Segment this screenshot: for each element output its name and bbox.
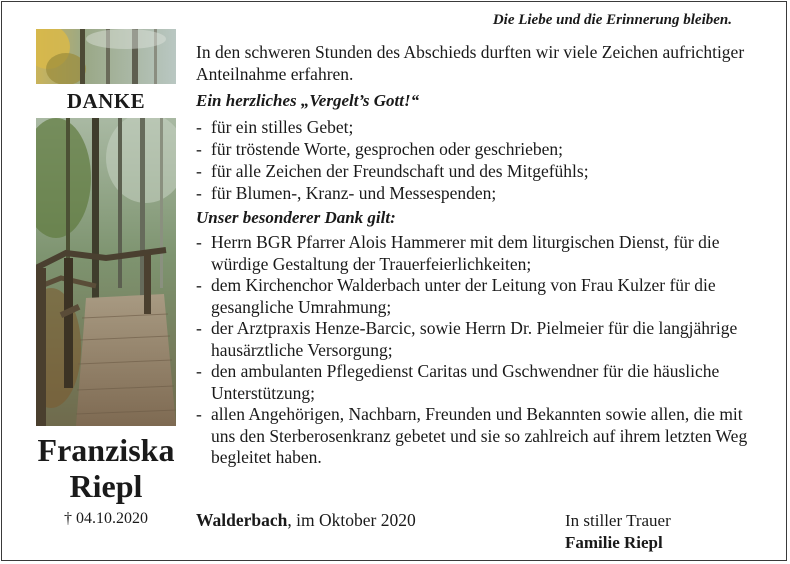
motto: Die Liebe und die Erinnerung bleiben.: [492, 12, 732, 28]
dash-marker: -: [196, 275, 202, 295]
list-item: [196, 182, 766, 204]
last-name: Riepl: [69, 468, 143, 504]
list-item-text: Herrn BGR Pfarrer Alois Hammerer mit dem liturgischen Dienst, für die würdige Gestaltung der Trauerfeierlichkeiten;: [211, 232, 720, 274]
sign-line: In stiller Trauer: [565, 511, 671, 530]
first-name: Franziska: [37, 432, 175, 468]
place-name: Walderbach: [196, 510, 288, 530]
list-item: [196, 116, 766, 138]
list-item-text: den ambulanten Pflegedienst Caritas und Gschwendner für die häusliche Unterstützung;: [211, 361, 720, 403]
list-item-text: für alle Zeichen der Freundschaft und des Mitgefühls;: [211, 160, 589, 181]
special-heading: Unser besonderer Dank gilt:: [196, 207, 396, 227]
date-text: , im Oktober 2020: [287, 510, 416, 530]
danke-label: DANKE: [66, 89, 146, 113]
list-item: [196, 318, 766, 361]
forest-bridge-photo: [36, 118, 176, 426]
list-item-text: dem Kirchenchor Walderbach unter der Leitung von Frau Kulzer für die gesangliche Umrahmung;: [211, 275, 716, 317]
list-item: [196, 275, 766, 318]
list-item: [196, 361, 766, 404]
list-item-text: für Blumen-, Kranz- und Messespenden;: [211, 182, 497, 203]
dash-marker: -: [196, 404, 202, 424]
notice-body: [196, 42, 766, 469]
dash-marker: -: [196, 361, 202, 381]
dash-marker: -: [196, 232, 202, 252]
special-thanks-list: [196, 232, 766, 469]
list-item: [196, 138, 766, 160]
thanks-heading: Ein herzliches „Vergelt’s Gott!“: [196, 91, 420, 110]
dash-marker: -: [196, 318, 202, 338]
dash-marker: -: [196, 116, 202, 137]
family-name: Familie Riepl: [565, 533, 663, 552]
list-item: [196, 232, 766, 275]
list-item-text: allen Angehörigen, Nachbarn, Freunden und Bekannten sowie allen, die mit uns den Sterberosenkranz gebetet und sie so zahlreich auf ihrem letzten Weg begleitet haben.: [211, 404, 748, 467]
list-item-text: für tröstende Worte, gesprochen oder geschrieben;: [211, 138, 564, 159]
dash-marker: -: [196, 160, 202, 181]
signature: [565, 510, 671, 554]
thanks-list: [196, 116, 766, 204]
list-item: [196, 160, 766, 182]
dash-marker: -: [196, 182, 202, 203]
list-item-text: der Arztpraxis Henze-Barcic, sowie Herrn Dr. Pielmeier für die langjährige hausärztliche Versorgung;: [211, 318, 738, 360]
death-date: † 04.10.2020: [64, 510, 148, 527]
deceased-name: [20, 432, 192, 504]
intro-text: In den schweren Stunden des Abschieds durften wir viele Zeichen aufrichtiger Anteilnahme erfahren.: [196, 42, 745, 84]
forest-photo-top: [36, 29, 176, 84]
dash-marker: -: [196, 138, 202, 159]
place-date: [196, 510, 416, 531]
list-item: [196, 404, 766, 469]
list-item-text: für ein stilles Gebet;: [211, 116, 354, 137]
